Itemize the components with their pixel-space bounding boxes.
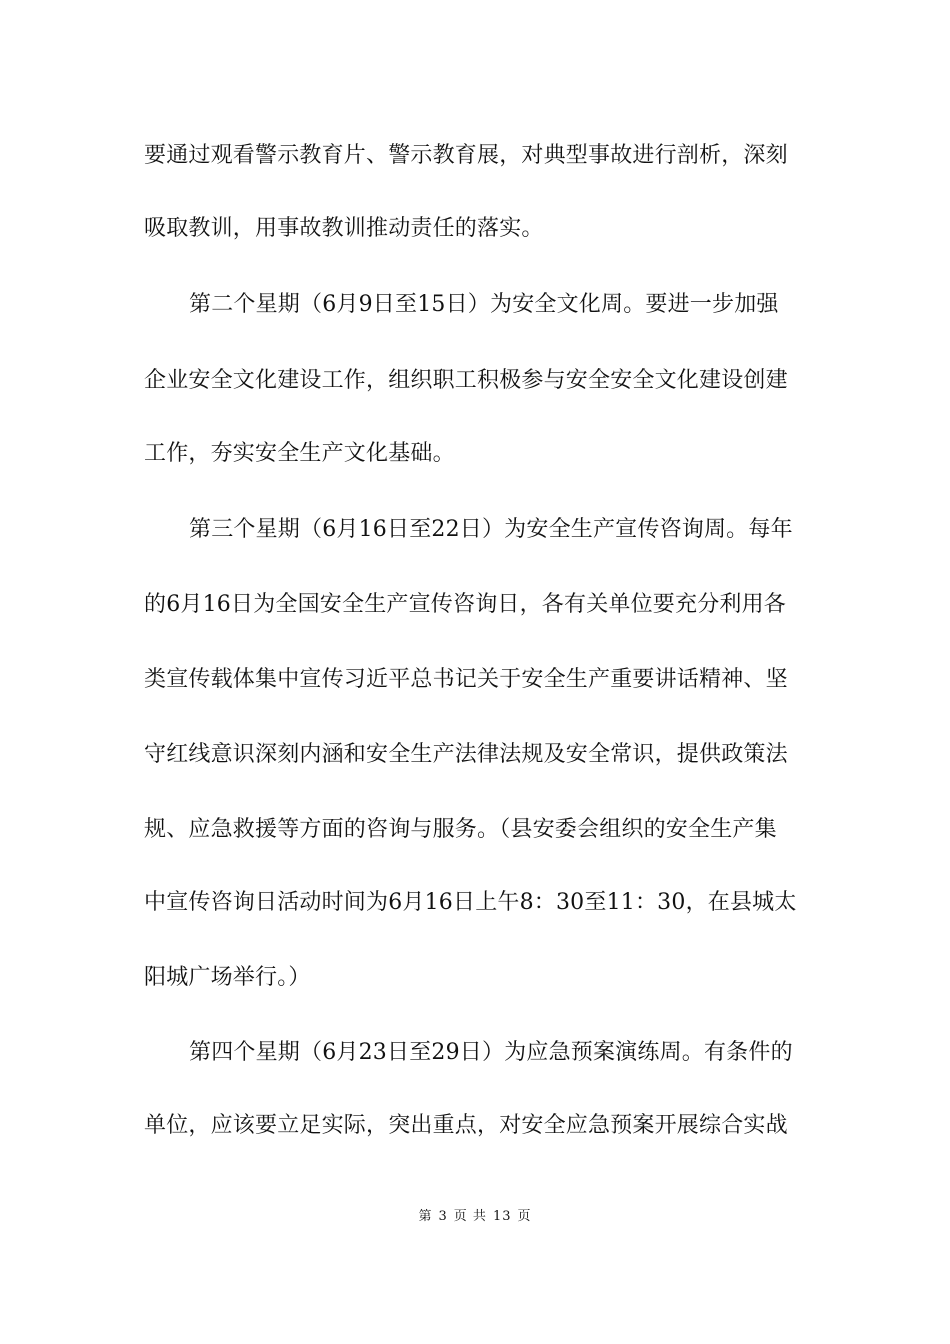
- page-footer: [0, 1208, 950, 1226]
- text-line: 企业安全文化建设工作，组织职工积极参与安全安全文化建设创建: [144, 368, 788, 393]
- text-line: 中宣传咨询日活动时间为6月16日上午8：30至11：30，在县城太: [144, 890, 797, 915]
- footer-page-number: 3: [438, 1209, 448, 1224]
- footer-mid: 页 共: [453, 1209, 487, 1224]
- text-line: 吸取教训，用事故教训推动责任的落实。: [144, 216, 544, 241]
- paragraph-first-line: 第二个星期（6月9日至15日）为安全文化周。要进一步加强: [189, 292, 779, 317]
- footer-suffix: 页: [517, 1209, 532, 1224]
- text-line: 单位，应该要立足实际，突出重点，对安全应急预案开展综合实战: [144, 1113, 788, 1138]
- footer-prefix: 第: [418, 1209, 433, 1224]
- text-line: 守红线意识深刻内涵和安全生产法律法规及安全常识，提供政策法: [144, 742, 788, 767]
- text-line: 类宣传载体集中宣传习近平总书记关于安全生产重要讲话精神、坚: [144, 667, 788, 692]
- text-line: 要通过观看警示教育片、警示教育展，对典型事故进行剖析，深刻: [144, 143, 788, 168]
- text-line: 阳城广场举行。）: [144, 965, 311, 990]
- text-line: 工作，夯实安全生产文化基础。: [144, 441, 455, 466]
- footer-total-pages: 13: [492, 1209, 512, 1224]
- paragraph-first-line: 第三个星期（6月16日至22日）为安全生产宣传咨询周。每年: [189, 517, 793, 542]
- paragraph-first-line: 第四个星期（6月23日至29日）为应急预案演练周。有条件的: [189, 1040, 793, 1065]
- text-line: 规、应急救援等方面的咨询与服务。（县安委会组织的安全生产集: [144, 817, 777, 842]
- text-line: 的6月16日为全国安全生产宣传咨询日，各有关单位要充分利用各: [144, 592, 786, 617]
